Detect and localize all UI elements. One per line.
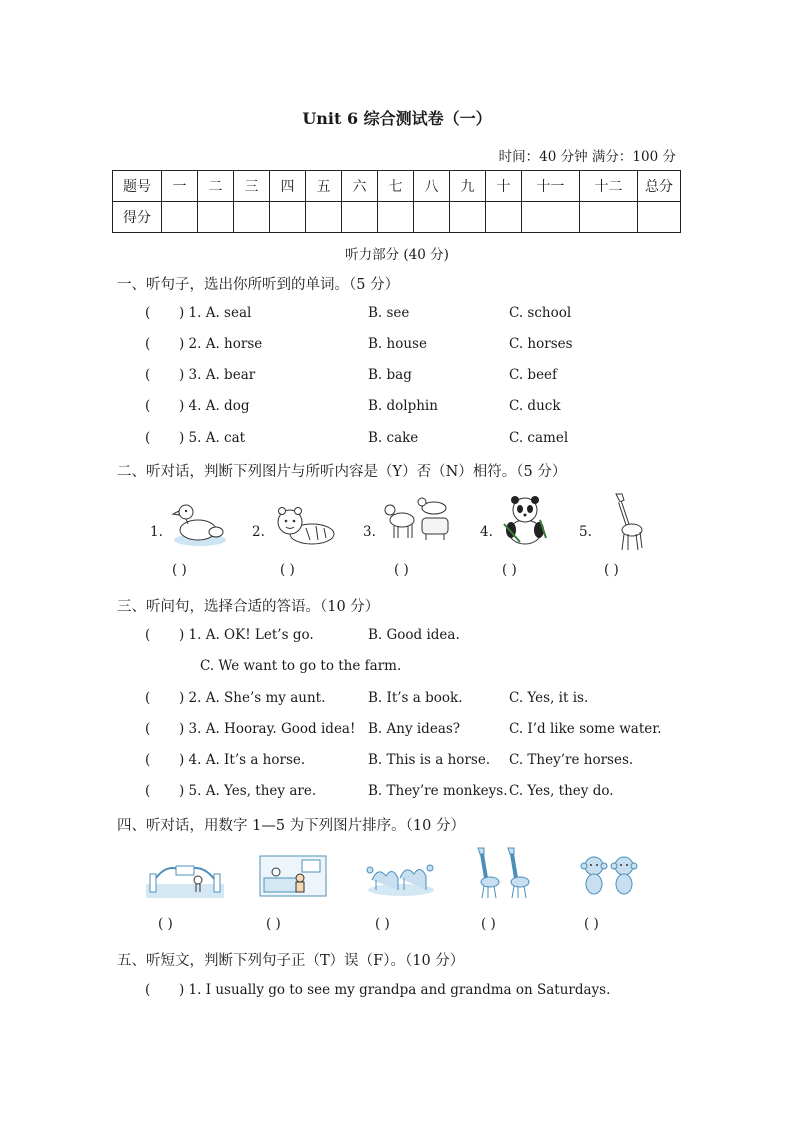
question-option-a: ) 5. A. Yes, they are. <box>179 783 317 799</box>
question-option-a: ) 3. A. Hooray. Good idea! <box>179 721 356 737</box>
question-option-b: B. Any ideas? <box>368 721 461 737</box>
question-option-c: C. school <box>509 305 572 321</box>
section5-title: 五、听短文，判断下列句子正（T）误（F）。（10 分） <box>117 953 465 969</box>
score-cell[interactable] <box>306 202 342 233</box>
question-option-a: ) 1. A. OK! Let’s go. <box>179 627 314 643</box>
header-cell: 题号 <box>113 171 162 202</box>
giraffe-picture-icon <box>606 490 648 552</box>
picture-label: 1. <box>150 524 163 540</box>
header-cell: 十 <box>486 171 522 202</box>
answer-paren[interactable]: ( <box>145 367 151 383</box>
score-cell[interactable] <box>378 202 414 233</box>
section3-title: 三、听问句，选择合适的答语。（10 分） <box>117 599 380 615</box>
goats-picture-icon <box>384 494 454 542</box>
header-cell: 总分 <box>638 171 681 202</box>
question-option-c: C. I’d like some water. <box>509 721 662 737</box>
monkeys-picture-icon <box>576 852 642 898</box>
answer-blank[interactable]: ( ) <box>394 562 409 578</box>
answer-paren[interactable]: ( <box>145 690 151 706</box>
answer-paren[interactable]: ( <box>145 336 151 352</box>
picture-label: 5. <box>579 524 592 540</box>
header-cell: 九 <box>450 171 486 202</box>
picture-label: 2. <box>252 524 265 540</box>
section1-title: 一、听句子，选出你所听到的单词。（5 分） <box>117 277 400 293</box>
listening-part-header: 听力部分 (40 分) <box>345 247 449 263</box>
question-option-a: ) 4. A. It’s a horse. <box>179 752 306 768</box>
answer-blank[interactable]: ( ) <box>502 562 517 578</box>
question-option-a: ) 3. A. bear <box>179 367 256 383</box>
answer-blank[interactable]: ( ) <box>158 916 173 932</box>
answer-blank[interactable]: ( ) <box>375 916 390 932</box>
answer-paren[interactable]: ( <box>145 783 151 799</box>
score-cell[interactable] <box>486 202 522 233</box>
header-cell: 七 <box>378 171 414 202</box>
question-option-b: B. see <box>368 305 410 321</box>
question-option-c: C. horses <box>509 336 573 352</box>
answer-paren[interactable]: ( <box>145 721 151 737</box>
question-option-b: B. Good idea. <box>368 627 460 643</box>
score-cell[interactable] <box>638 202 681 233</box>
answer-blank[interactable]: ( ) <box>584 916 599 932</box>
question-option-a: ) 2. A. She’s my aunt. <box>179 690 326 706</box>
answer-paren[interactable]: ( <box>145 982 151 998</box>
section2-title: 二、听对话，判断下列图片与所听内容是（Y）否（N）相符。（5 分） <box>117 464 567 480</box>
answer-blank[interactable]: ( ) <box>266 916 281 932</box>
giraffes-picture-icon <box>468 844 538 900</box>
section4-title: 四、听对话，用数字 1—5 为下列图片排序。（10 分） <box>117 818 465 834</box>
panda-picture-icon <box>500 494 550 548</box>
question-option-a: ) 5. A. cat <box>179 430 246 446</box>
score-cell[interactable] <box>270 202 306 233</box>
score-cell[interactable] <box>162 202 198 233</box>
tiger-picture-icon <box>272 502 338 548</box>
question-option-b: B. cake <box>368 430 419 446</box>
header-cell: 十二 <box>580 171 638 202</box>
camels-picture-icon <box>366 850 436 898</box>
question-option-b: B. house <box>368 336 427 352</box>
statement-text: ) 1. I usually go to see my grandpa and grandma on Saturdays. <box>179 982 611 998</box>
answer-paren[interactable]: ( <box>145 398 151 414</box>
score-cell[interactable] <box>198 202 234 233</box>
header-cell: 六 <box>342 171 378 202</box>
answer-blank[interactable]: ( ) <box>172 562 187 578</box>
header-cell: 二 <box>198 171 234 202</box>
question-option-a: ) 2. A. horse <box>179 336 263 352</box>
answer-blank[interactable]: ( ) <box>481 916 496 932</box>
question-option-c: C. They’re horses. <box>509 752 634 768</box>
score-cell[interactable] <box>414 202 450 233</box>
living-room-picture-icon <box>256 852 330 902</box>
picture-label: 4. <box>480 524 493 540</box>
question-option-c: C. Yes, they do. <box>509 783 614 799</box>
answer-paren[interactable]: ( <box>145 752 151 768</box>
question-option-b: B. This is a horse. <box>368 752 491 768</box>
score-table-header-row <box>113 171 681 202</box>
header-cell: 四 <box>270 171 306 202</box>
question-option-b: B. They’re monkeys. <box>368 783 508 799</box>
answer-paren[interactable]: ( <box>145 627 151 643</box>
score-cell[interactable] <box>580 202 638 233</box>
answer-blank[interactable]: ( ) <box>280 562 295 578</box>
zoo-gate-picture-icon <box>146 852 224 900</box>
question-option-c: C. We want to go to the farm. <box>200 658 402 674</box>
score-cell[interactable] <box>522 202 580 233</box>
question-option-c: C. camel <box>509 430 569 446</box>
question-option-b: B. It’s a book. <box>368 690 463 706</box>
header-cell: 三 <box>234 171 270 202</box>
picture-label: 3. <box>363 524 376 540</box>
header-cell: 五 <box>306 171 342 202</box>
question-option-c: C. Yes, it is. <box>509 690 589 706</box>
row-label-cell: 得分 <box>113 202 162 233</box>
duck-picture-icon <box>170 496 228 548</box>
header-cell: 一 <box>162 171 198 202</box>
answer-blank[interactable]: ( ) <box>604 562 619 578</box>
score-cell[interactable] <box>234 202 270 233</box>
header-cell: 十一 <box>522 171 580 202</box>
score-cell[interactable] <box>450 202 486 233</box>
question-option-c: C. duck <box>509 398 561 414</box>
score-table <box>112 170 681 233</box>
score-cell[interactable] <box>342 202 378 233</box>
page-title: Unit 6 综合测试卷（一） <box>302 109 492 128</box>
question-option-c: C. beef <box>509 367 558 383</box>
answer-paren[interactable]: ( <box>145 305 151 321</box>
time-score-info: 时间：40 分钟 满分：100 分 <box>498 149 676 165</box>
question-option-a: ) 4. A. dog <box>179 398 250 414</box>
answer-paren[interactable]: ( <box>145 430 151 446</box>
header-cell: 八 <box>414 171 450 202</box>
question-option-b: B. bag <box>368 367 412 383</box>
question-option-a: ) 1. A. seal <box>179 305 252 321</box>
score-table-score-row <box>113 202 681 233</box>
question-option-b: B. dolphin <box>368 398 438 414</box>
